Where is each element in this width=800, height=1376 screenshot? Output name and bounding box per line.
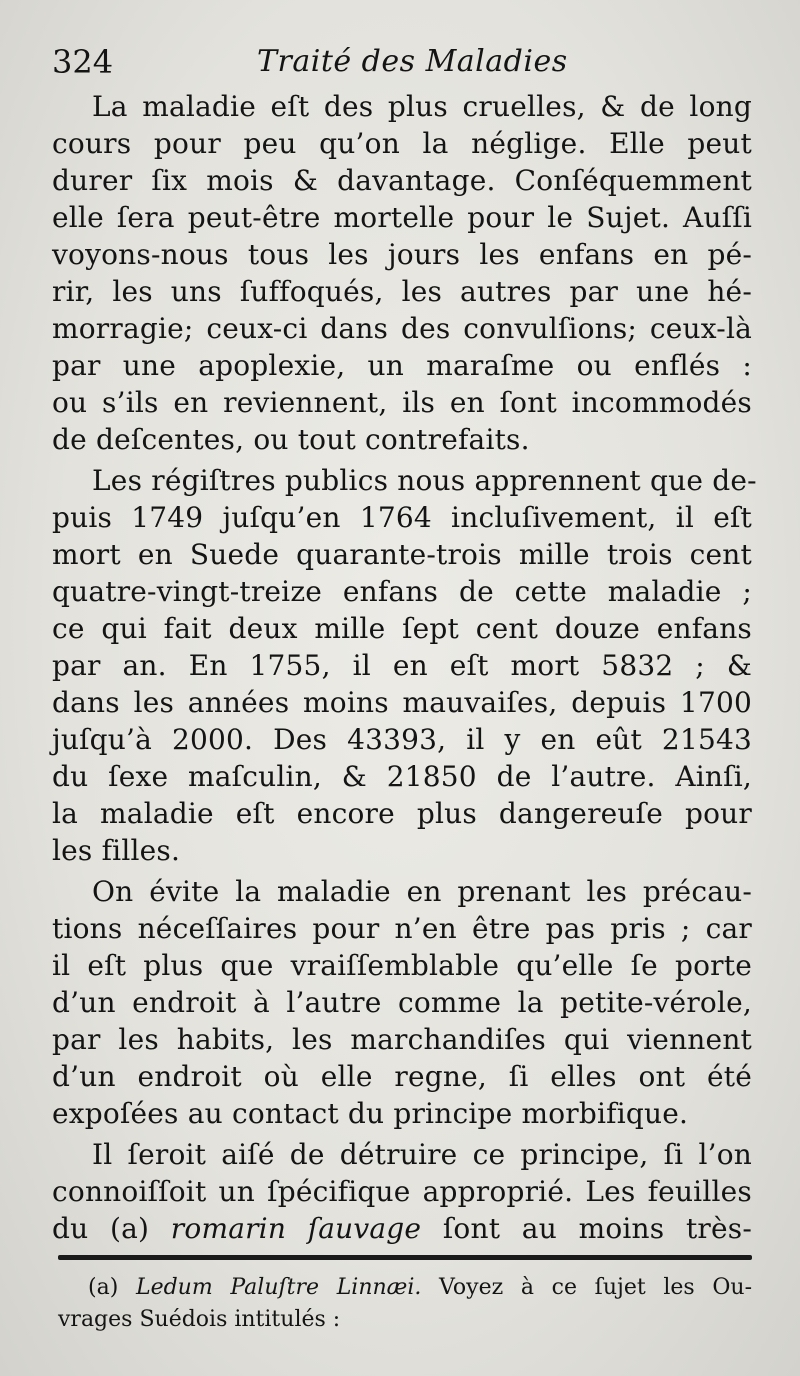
text-run: ſont au moins très- [421, 1212, 753, 1245]
text-line [52, 1210, 752, 1247]
footnote [58, 1272, 752, 1336]
text-line: de deſcentes, ou tout contrefaits. [52, 423, 530, 456]
text-line: la maladie eſt encore plus dangereuſe pour [52, 797, 752, 830]
text-line: La maladie eſt des plus cruelles, & de long [92, 90, 752, 123]
text-line: par an. En 1755, il en eſt mort 5832 ; & [52, 649, 752, 682]
footnote-text: Voyez à ce ſujet les Ou- [421, 1275, 752, 1300]
text-line: rir, les uns ſuffoqués, les autres par une hé- [52, 275, 752, 308]
text-line: quatre-vingt-treize enfans de cette maladie ; [52, 575, 752, 608]
body-text [52, 88, 757, 1247]
text-line: puis 1749 juſqu’en 1764 incluſivement, il eſt [52, 501, 752, 534]
text-line: dans les années moins mauvaiſes, depuis 1700 [52, 686, 752, 719]
text-line: Les régiſtres publics nous apprennent que de- [92, 464, 757, 497]
text-line: elle ſera peut-être mortelle pour le Sujet. Auſſi [52, 201, 752, 234]
text-line: juſqu’à 2000. Des 43393, il y en eût 21543 [52, 723, 752, 756]
text-line: morragie; ceux-ci dans des convulſions; ceux-là [52, 312, 752, 345]
text-line: Il ſeroit aiſé de détruire ce principe, ſi l’on [92, 1138, 752, 1171]
text-line: durer ſix mois & davantage. Conſéquemment [52, 164, 752, 197]
footnote-marker: (a) [88, 1275, 136, 1300]
page-number: 324 [52, 43, 114, 81]
text-line: par une apoplexie, un maraſme ou enflés : [52, 349, 752, 382]
italic-term: romarin ſauvage [170, 1212, 422, 1245]
footnote-rule [58, 1255, 752, 1260]
footnote-citation: Ledum Paluſtre Linnæi. [135, 1275, 422, 1300]
text-line: voyons-nous tous les jours les enfans en pé- [52, 238, 752, 271]
text-line: il eſt plus que vraiſſemblable qu’elle ſe porte [52, 949, 752, 982]
running-title: Traité des Maladies [257, 44, 568, 79]
footnote-line: vrages Suédois intitulés : [58, 1307, 341, 1332]
text-line: d’un endroit où elle regne, ſi elles ont été [52, 1060, 752, 1093]
text-line: tions néceſſaires pour n’en être pas pris ; car [52, 912, 752, 945]
footnote-line [58, 1272, 752, 1304]
text-line: par les habits, les marchandiſes qui viennent [52, 1023, 752, 1056]
paragraph [52, 873, 752, 1132]
paragraph [52, 1136, 752, 1247]
text-line: ou s’ils en reviennent, ils en ſont incommodés [52, 386, 752, 419]
text-run: du (a) [52, 1212, 171, 1245]
text-line: ce qui fait deux mille ſept cent douze enfans [52, 612, 752, 645]
text-line: connoiſſoit un ſpécifique approprié. Les feuilles [52, 1175, 752, 1208]
text-line: cours pour peu qu’on la néglige. Elle peut [52, 127, 752, 160]
text-line: mort en Suede quarante-trois mille trois cent [52, 538, 752, 571]
text-line: expoſées au contact du principe morbifique. [52, 1097, 689, 1130]
text-line: les filles. [52, 834, 181, 867]
text-line: du ſexe maſculin, & 21850 de l’autre. Ainſi, [52, 760, 752, 793]
paragraph [52, 462, 757, 869]
text-line: On évite la maladie en prenant les précau- [92, 875, 752, 908]
page-header [52, 40, 752, 84]
text-line: d’un endroit à l’autre comme la petite-vérole, [52, 986, 752, 1019]
paragraph [52, 88, 752, 458]
